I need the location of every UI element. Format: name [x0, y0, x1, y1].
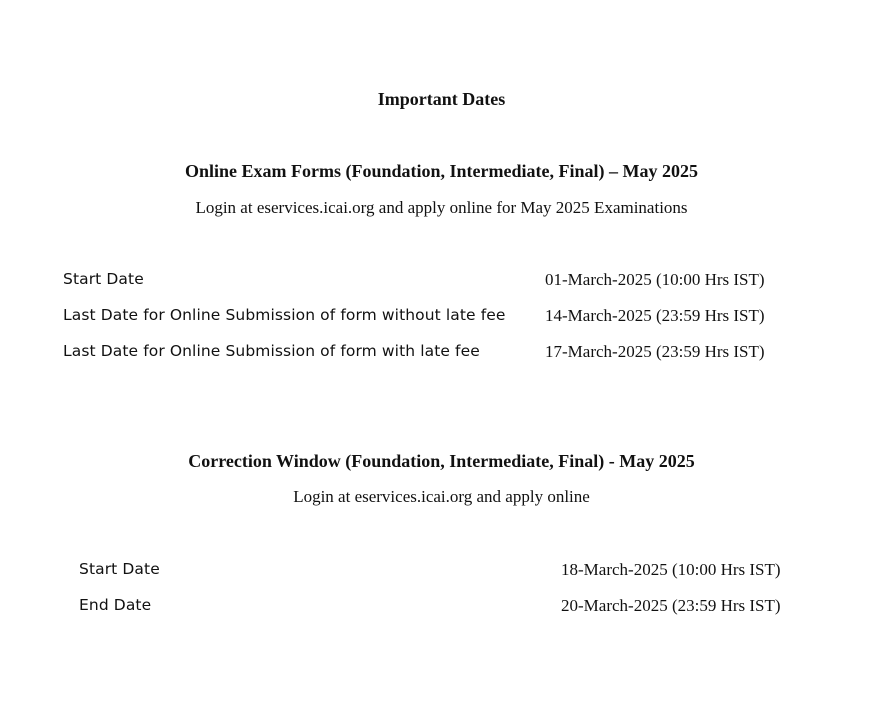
date-row	[63, 342, 783, 366]
date-value: 20-March-2025 (23:59 Hrs IST)	[561, 596, 781, 615]
date-value: 14-March-2025 (23:59 Hrs IST)	[545, 306, 765, 325]
section-heading: Online Exam Forms (Foundation, Intermediate, Final) – May 2025	[185, 161, 698, 181]
date-row	[79, 560, 799, 584]
date-value: 17-March-2025 (23:59 Hrs IST)	[545, 342, 765, 361]
date-label: Last Date for Online Submission of form with late fee	[63, 342, 480, 360]
date-row	[79, 596, 799, 620]
date-label: Start Date	[79, 560, 160, 578]
date-label: Last Date for Online Submission of form without late fee	[63, 306, 506, 324]
section-subheading: Login at eservices.icai.org and apply online	[293, 487, 590, 506]
page-title: Important Dates	[377, 89, 506, 109]
date-row	[63, 306, 783, 330]
date-label: End Date	[79, 596, 152, 614]
section-subheading: Login at eservices.icai.org and apply online for May 2025 Examinations	[195, 198, 688, 217]
section-heading: Correction Window (Foundation, Intermediate, Final) - May 2025	[188, 451, 695, 471]
date-row	[63, 270, 783, 294]
date-value: 18-March-2025 (10:00 Hrs IST)	[561, 560, 781, 579]
date-value: 01-March-2025 (10:00 Hrs IST)	[545, 270, 765, 289]
date-label: Start Date	[63, 270, 144, 288]
